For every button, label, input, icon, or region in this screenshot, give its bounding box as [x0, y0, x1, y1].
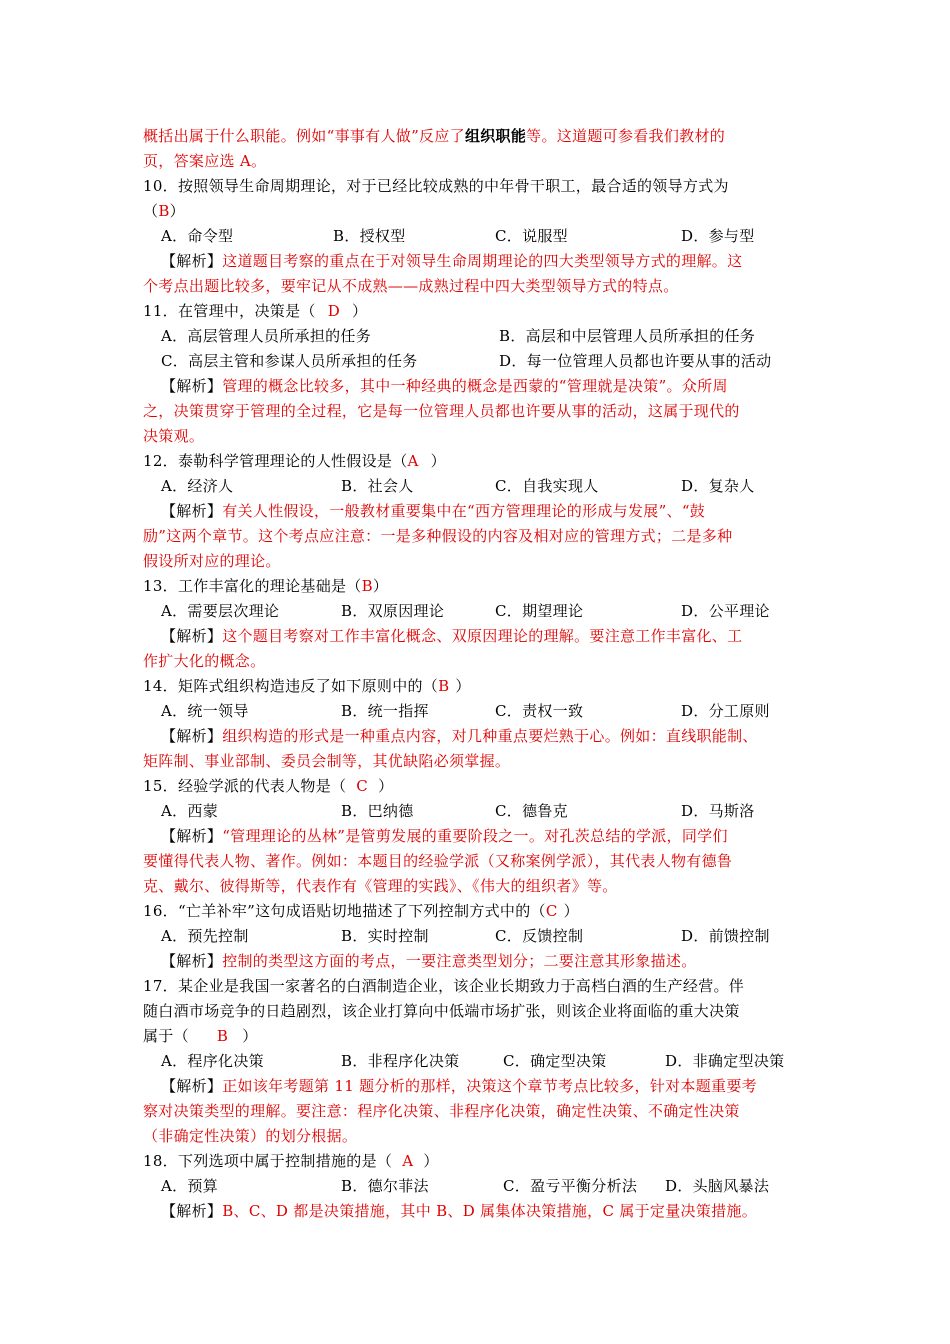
option-d: D．分工原则: [681, 702, 770, 720]
option-a: A．命令型: [161, 227, 234, 245]
analysis-line: 决策观。: [143, 427, 205, 445]
analysis-label: 【解析】: [161, 1077, 223, 1095]
analysis-label: 【解析】: [161, 627, 223, 645]
answer-letter: C: [545, 902, 558, 920]
option-d: D．头脑风暴法: [665, 1177, 770, 1195]
option-c: C．盈亏平衡分析法: [503, 1177, 638, 1195]
question-stem: 14．矩阵式组织构造违反了如下原则中的（B ）: [143, 677, 471, 695]
options-row: [143, 349, 813, 374]
intro-line-1: 概括出属于什么职能。例如“事事有人做”反应了组织职能等。这道题可参看我们教材的: [143, 127, 726, 145]
option-c: C．高层主管和参谋人员所承担的任务: [161, 352, 418, 370]
option-d: D．马斯洛: [681, 802, 755, 820]
question-stem: 13．工作丰富化的理论基础是（B）: [143, 577, 389, 595]
analysis-line: 察对决策类型的理解。要注意：程序化决策、非程序化决策，确定性决策、不确定性决策: [143, 1102, 740, 1120]
intro-line-2: 页，答案应选 A。: [143, 152, 267, 170]
answer-letter: B: [361, 577, 373, 595]
option-a: A．预算: [161, 1177, 219, 1195]
option-b: B．德尔菲法: [341, 1177, 429, 1195]
options-row: [143, 474, 813, 499]
option-d: D．每一位管理人员都也许要从事的活动: [499, 352, 772, 370]
analysis-label: 【解析】: [161, 952, 223, 970]
answer-letter: B: [438, 677, 450, 695]
option-a: A．经济人: [161, 477, 234, 495]
analysis-line: 励”这两个章节。这个考点应注意：一是多种假设的内容及相对应的管理方式；二是多种: [143, 527, 733, 545]
answer-letter: A: [407, 452, 419, 470]
option-c: C．自我实现人: [495, 477, 599, 495]
options-row: [143, 799, 813, 824]
option-c: C．确定型决策: [503, 1052, 607, 1070]
analysis-line: 克、戴尔、彼得斯等，代表作有《管理的实践》、《伟大的组织者》等。: [143, 877, 618, 895]
question-stem-cont: 属于（ B ）: [143, 1027, 258, 1045]
question-stem: 17．某企业是我国一家著名的白酒制造企业，该企业长期致力于高档白酒的生产经营。伴: [143, 977, 745, 995]
option-a: A．程序化决策: [161, 1052, 264, 1070]
question-stem: 15．经验学派的代表人物是（ C ）: [143, 777, 394, 795]
option-b: B．高层和中层管理人员所承担的任务: [499, 327, 756, 345]
analysis-line: 【解析】这个题目考察对工作丰富化概念、双原因理论的理解。要注意工作丰富化、工: [161, 627, 743, 645]
question-stem-cont: （B）: [143, 202, 185, 220]
option-a: A．高层管理人员所承担的任务: [161, 327, 372, 345]
option-c: C．反馈控制: [495, 927, 584, 945]
options-row: [143, 699, 813, 724]
analysis-line: 【解析】“管理理论的丛林”是管剪发展的重要阶段之一。对孔茨总结的学派，同学们: [161, 827, 728, 845]
analysis-line: 【解析】正如该年考题第 11 题分析的那样，决策这个章节考点比较多，针对本题重要考: [161, 1077, 757, 1095]
analysis-line: 作扩大化的概念。: [143, 652, 266, 670]
analysis-line: 假设所对应的理论。: [143, 552, 281, 570]
options-row: [143, 924, 813, 949]
analysis-label: 【解析】: [161, 827, 223, 845]
option-b: B．社会人: [341, 477, 414, 495]
option-d: D．参与型: [681, 227, 755, 245]
answer-letter: B: [216, 1027, 229, 1045]
highlight-term: 组织职能: [464, 127, 527, 145]
option-d: D．公平理论: [681, 602, 770, 620]
options-row: [143, 224, 813, 249]
option-b: B．实时控制: [341, 927, 429, 945]
analysis-line: 【解析】组织构造的形式是一种重点内容，对几种重点要烂熟于心。例如：直线职能制、: [161, 727, 758, 745]
option-b: B．巴纳德: [341, 802, 414, 820]
option-b: B．非程序化决策: [341, 1052, 460, 1070]
analysis-line: 【解析】有关人性假设，一般教材重要集中在“西方管理理论的形成与发展”、“鼓: [161, 502, 706, 520]
question-stem: 11．在管理中，决策是（ D ）: [143, 302, 368, 320]
question-stem-cont: 随白酒市场竞争的日趋剧烈，该企业打算向中低端市场扩张，则该企业将面临的重大决策: [143, 1002, 740, 1020]
option-a: A．需要层次理论: [161, 602, 280, 620]
answer-letter: C: [356, 777, 369, 795]
options-row: [143, 324, 813, 349]
option-b: B．双原因理论: [341, 602, 445, 620]
analysis-label: 【解析】: [161, 502, 223, 520]
options-row: [143, 1174, 813, 1199]
analysis-label: 【解析】: [161, 377, 223, 395]
analysis-line: （非确定性决策）的划分根据。: [143, 1127, 358, 1145]
analysis-line: 矩阵制、事业部制、委员会制等，其优缺陷必须掌握。: [143, 752, 511, 770]
option-a: A．统一领导: [161, 702, 249, 720]
analysis-line: 【解析】管理的概念比较多，其中一种经典的概念是西蒙的“管理就是决策”。众所周: [161, 377, 728, 395]
option-d: D．前馈控制: [681, 927, 770, 945]
options-row: [143, 1049, 813, 1074]
analysis-line: 要懂得代表人物、著作。例如：本题目的经验学派（又称案例学派），其代表人物有德鲁: [143, 852, 733, 870]
analysis-line: 之，决策贯穿于管理的全过程，它是每一位管理人员都也许要从事的活动，这属于现代的: [143, 402, 740, 420]
option-b: B．统一指挥: [341, 702, 429, 720]
option-d: D．复杂人: [681, 477, 755, 495]
option-a: A．西蒙: [161, 802, 219, 820]
question-stem: 12．泰勒科学管理理论的人性假设是（A ）: [143, 452, 446, 470]
option-c: C．德鲁克: [495, 802, 568, 820]
options-row: [143, 599, 813, 624]
analysis-label: 【解析】: [161, 252, 223, 270]
analysis-line: 【解析】B、C、D 都是决策措施，其中 B、D 属集体决策措施，C 属于定量决策措施。: [161, 1202, 758, 1220]
document-body: [143, 124, 813, 1224]
question-stem: 16．“亡羊补牢”这句成语贴切地描述了下列控制方式中的（C ）: [143, 902, 579, 920]
analysis-label: 【解析】: [161, 727, 223, 745]
analysis-line: 个考点出题比较多，要牢记从不成熟——成熟过程中四大类型领导方式的特点。: [143, 277, 679, 295]
option-d: D．非确定型决策: [665, 1052, 785, 1070]
option-b: B．授权型: [333, 227, 406, 245]
analysis-line: 【解析】这道题目考察的重点在于对领导生命周期理论的四大类型领导方式的理解。这: [161, 252, 743, 270]
answer-letter: B: [158, 202, 170, 220]
analysis-label: 【解析】: [161, 1202, 223, 1220]
answer-letter: D: [327, 302, 341, 320]
analysis-line: 【解析】控制的类型这方面的考点，一要注意类型划分；二要注意其形象描述。: [161, 952, 697, 970]
answer-letter: A: [402, 1152, 414, 1170]
option-c: C．期望理论: [495, 602, 584, 620]
question-stem: 18．下列选项中属于控制措施的是（ A ）: [143, 1152, 439, 1170]
question-stem: 10．按照领导生命周期理论，对于已经比较成熟的中年骨干职工，最合适的领导方式为: [143, 177, 729, 195]
option-c: C．说服型: [495, 227, 568, 245]
option-a: A．预先控制: [161, 927, 249, 945]
option-c: C．责权一致: [495, 702, 584, 720]
